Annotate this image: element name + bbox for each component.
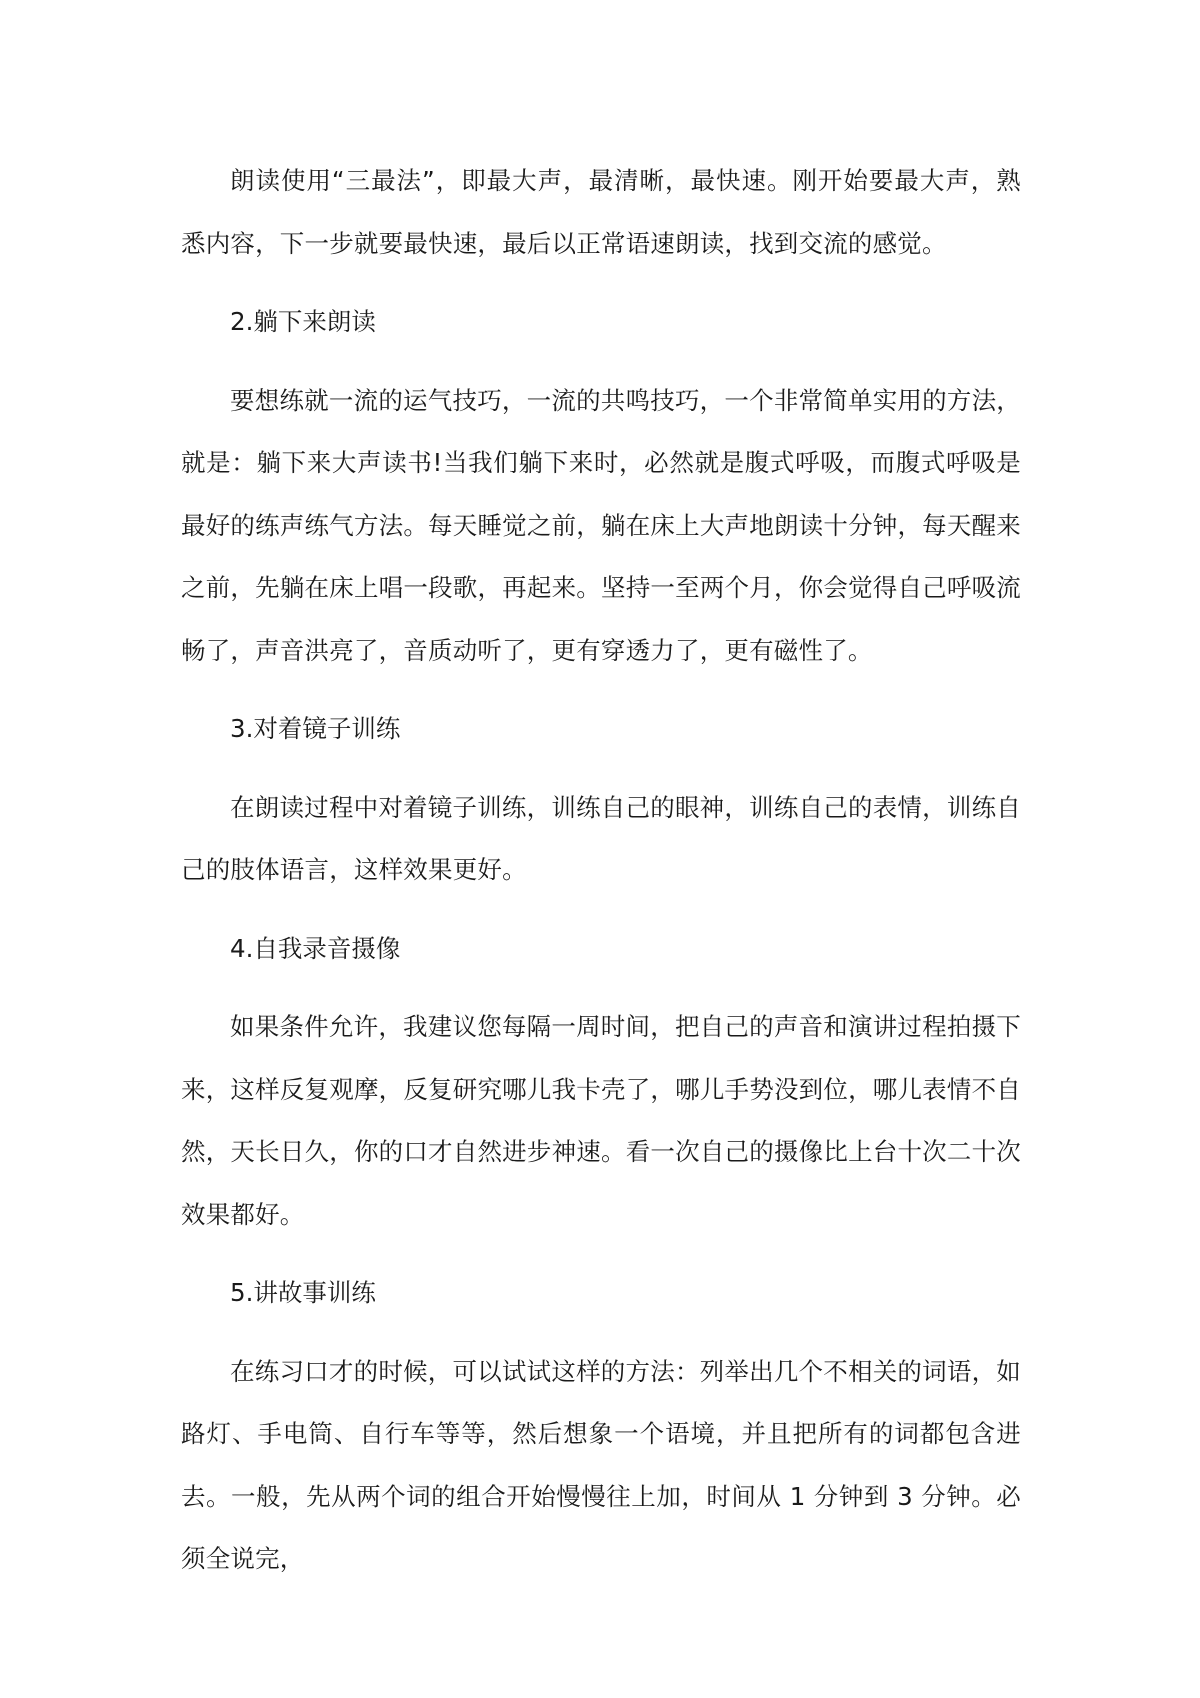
paragraph-lie-down-reading: 要想练就一流的运气技巧，一流的共鸣技巧，一个非常简单实用的方法，就是：躺下来大声读书!当我们躺下来时，必然就是腹式呼吸，而腹式呼吸是最好的练声练气方法。每天睡觉之前，躺在床上大声地朗读十分钟，每天醒来之前，先躺在床上唱一段歌，再起来。坚持一至两个月，你会觉得自己呼吸流畅了，声音洪亮了，音质动听了，更有穿透力了，更有磁性了。 [181,385,1021,665]
heading-lie-down-reading: 2.躺下来朗读 [230,307,376,336]
paragraph-mirror-training: 在朗读过程中对着镜子训练，训练自己的眼神，训练自己的表情，训练自己的肢体语言，这样效果更好。 [181,792,1021,884]
paragraph-reading-method: 朗读使用“三最法”，即最大声，最清晰，最快速。刚开始要最大声，熟悉内容，下一步就要最快速，最后以正常语速朗读，找到交流的感觉。 [181,166,1021,258]
paragraph-self-recording: 如果条件允许，我建议您每隔一周时间，把自己的声音和演讲过程拍摄下来，这样反复观摩，反复研究哪儿我卡壳了，哪儿手势没到位，哪儿表情不自然，天长日久，你的口才自然进步神速。看一次自己的摄像比上台十次二十次效果都好。 [181,1012,1021,1229]
document-body [181,150,1021,1591]
heading-storytelling-training: 5.讲故事训练 [230,1278,376,1307]
heading-mirror-training: 3.对着镜子训练 [230,714,401,743]
paragraph-storytelling-training: 在练习口才的时候，可以试试这样的方法：列举出几个不相关的词语，如路灯、手电筒、自行车等等，然后想象一个语境，并且把所有的词都包含进去。一般，先从两个词的组合开始慢慢往上加，时间从 1 分钟到 3 分钟。必须全说完， [181,1356,1021,1573]
heading-self-recording: 4.自我录音摄像 [230,933,401,963]
